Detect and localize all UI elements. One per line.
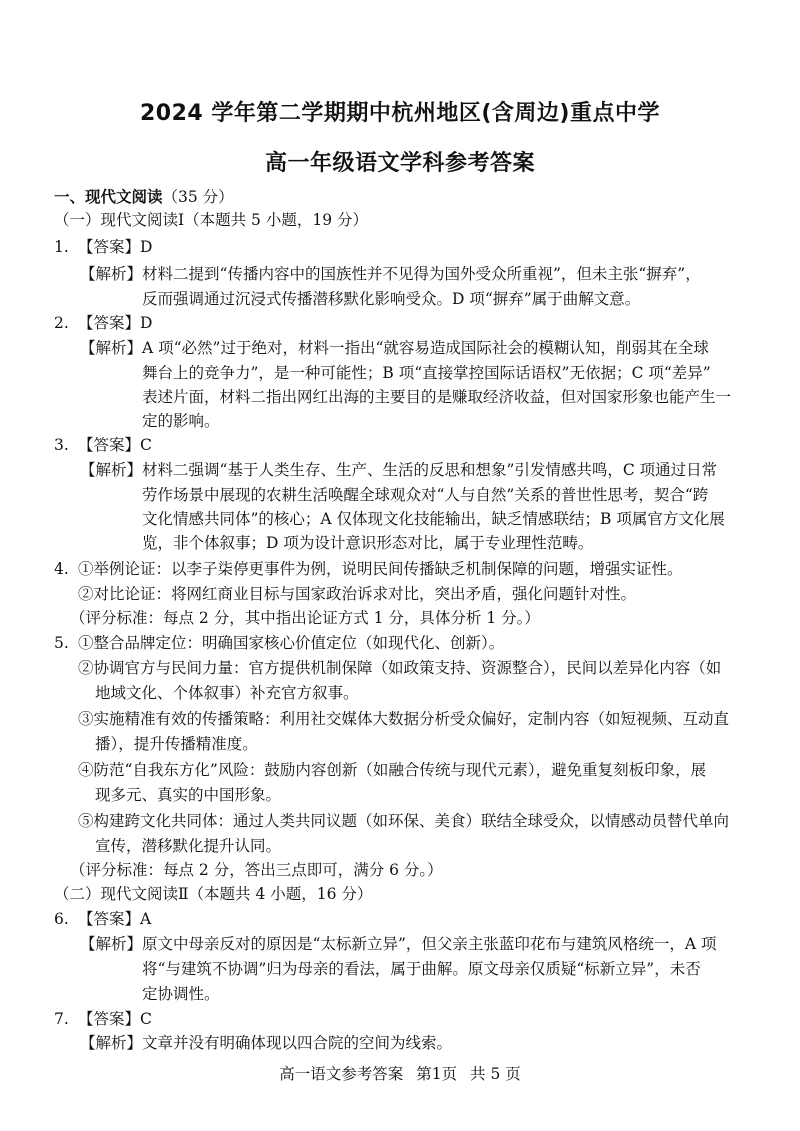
answer-text: ①整合品牌定位：明确国家核心价值定位（如现代化、创新）。 bbox=[78, 634, 505, 652]
analysis-text: 材料二提到“传播内容中的国族性并不见得为国外受众所重视”，但未主张“摒弃”， bbox=[142, 265, 701, 283]
answer-label: 【答案】 bbox=[78, 1010, 141, 1028]
question-5-line: ④防范“自我东方化”风险：鼓励内容创新（如融合传统与现代元素），避免重复刻板印象，展 bbox=[78, 761, 707, 779]
question-2-answer bbox=[54, 312, 152, 334]
answer-label: 【答案】 bbox=[78, 238, 141, 256]
document-title: 2024 学年第二学期期中杭州地区(含周边)重点中学 bbox=[139, 101, 660, 126]
analysis-label: 【解析】 bbox=[80, 339, 143, 357]
question-3-analysis-line bbox=[80, 459, 717, 481]
answer-text: ①举例论证：以李子柒停更事件为例，说明民间传播缺乏机制保障的问题，增强实证性。 bbox=[78, 560, 683, 578]
question-7-answer bbox=[54, 1008, 152, 1030]
question-number: 2. bbox=[54, 314, 69, 332]
question-number: 1. bbox=[54, 238, 69, 256]
analysis-label: 【解析】 bbox=[80, 935, 143, 953]
answer-label: 【答案】 bbox=[78, 910, 141, 928]
analysis-label: 【解析】 bbox=[80, 265, 143, 283]
question-number: 3. bbox=[54, 436, 69, 454]
question-5-line: 播），提升传播精准度。 bbox=[95, 735, 258, 753]
question-2-analysis-line: 舞台上的竞争力”，是一种可能性；B 项“直接掌控国际话语权”无依据；C 项“差异” bbox=[142, 364, 711, 382]
scoring-note: （评分标准：每点 2 分，其中指出论证方式 1 分，具体分析 1 分。） bbox=[70, 609, 540, 627]
section-heading-text: 一、现代文阅读 bbox=[54, 188, 163, 206]
question-5-line: ②协调官方与民间力量：官方提供机制保障（如政策支持、资源整合），民间以差异化内容（如 bbox=[78, 659, 722, 677]
analysis-text: 原文中母亲反对的原因是“太标新立异”，但父亲主张蓝印花布与建筑风格统一，A 项 bbox=[142, 935, 717, 953]
question-5-line bbox=[54, 632, 504, 654]
question-6-analysis-line bbox=[80, 933, 717, 955]
question-5-line: 地域文化、个体叙事）补充官方叙事。 bbox=[95, 684, 359, 702]
question-2-analysis-line bbox=[80, 337, 709, 359]
analysis-text: 文章并没有明确体现以四合院的空间为线索。 bbox=[142, 1034, 453, 1052]
question-6-analysis-line: 将“与建筑不协调”归为母亲的看法，属于曲解。原文母亲仅质疑“标新立异”，未否 bbox=[142, 960, 701, 978]
analysis-text: 材料二强调“基于人类生存、生产、生活的反思和想象”引发情感共鸣，C 项通过日常 bbox=[142, 461, 718, 479]
answer-value: D bbox=[140, 314, 153, 332]
question-4-line bbox=[54, 558, 683, 580]
footer-total-pages: 共 5 页 bbox=[470, 1065, 521, 1083]
question-3-analysis-line: 文化情感共同体”的核心；A 仅体现文化技能输出，缺乏情感联结；B 项属官方文化展 bbox=[142, 510, 725, 528]
question-5-line: 宣传，潜移默化提升认同。 bbox=[95, 837, 282, 855]
footer-page-number: 第1页 bbox=[416, 1065, 458, 1083]
question-7-analysis-line bbox=[80, 1032, 452, 1054]
question-3-analysis-line: 览，非个体叙事；D 项为设计意识形态对比，属于专业理性范畴。 bbox=[142, 534, 594, 552]
page-footer bbox=[0, 1062, 800, 1084]
question-5-line: ③实施精准有效的传播策略：利用社交媒体大数据分析受众偏好，定制内容（如短视频、互动直 bbox=[78, 710, 730, 728]
question-1-analysis-line: 反而强调通过沉浸式传播潜移默化影响受众。D 项“摒弃”属于曲解文意。 bbox=[142, 290, 641, 308]
answer-value: C bbox=[140, 1010, 152, 1028]
question-number: 5. bbox=[54, 634, 69, 652]
question-1-answer bbox=[54, 236, 152, 258]
analysis-label: 【解析】 bbox=[80, 1034, 143, 1052]
analysis-text: A 项“必然”过于绝对，材料一指出“就容易造成国际社会的模糊认知，削弱其在全球 bbox=[142, 339, 709, 357]
scoring-note: （评分标准：每点 2 分，答出三点即可，满分 6 分。） bbox=[70, 861, 443, 879]
question-3-answer bbox=[54, 434, 152, 456]
question-2-analysis-line: 定的影响。 bbox=[142, 412, 220, 430]
question-2-analysis-line: 表述片面，材料二指出网红出海的主要目的是赚取经济收益，但对国家形象也能产生一 bbox=[142, 388, 732, 406]
answer-value: D bbox=[140, 238, 153, 256]
answer-value: A bbox=[140, 910, 152, 928]
footer-subject: 高一语文参考答案 bbox=[279, 1065, 404, 1083]
answer-label: 【答案】 bbox=[78, 436, 141, 454]
question-number: 4. bbox=[54, 560, 69, 578]
part-heading-2: （二）现代文阅读Ⅱ（本题共 4 小题，16 分） bbox=[54, 885, 373, 903]
question-5-line: ⑤构建跨文化共同体：通过人类共同议题（如环保、美食）联结全球受众，以情感动员替代单向 bbox=[78, 812, 730, 830]
question-3-analysis-line: 劳作场景中展现的农耕生活唤醒全球观众对“人与自然”关系的普世性思考，契合“跨 bbox=[142, 486, 709, 504]
question-5-line: 现多元、真实的中国形象。 bbox=[95, 786, 282, 804]
question-number: 7. bbox=[54, 1010, 69, 1028]
part-heading-1: （一）现代文阅读Ⅰ（本题共 5 小题，19 分） bbox=[54, 211, 368, 229]
answer-label: 【答案】 bbox=[78, 314, 141, 332]
answer-value: C bbox=[140, 436, 152, 454]
section-heading bbox=[54, 186, 234, 208]
question-number: 6. bbox=[54, 910, 69, 928]
analysis-label: 【解析】 bbox=[80, 461, 143, 479]
question-4-line: ②对比论证：将网红商业目标与国家政治诉求对比，突出矛盾，强化问题针对性。 bbox=[78, 585, 637, 603]
question-6-answer bbox=[54, 908, 151, 930]
question-1-analysis-line bbox=[80, 263, 701, 285]
document-subtitle: 高一年级语文学科参考答案 bbox=[264, 151, 535, 176]
section-heading-score: （35 分） bbox=[162, 188, 234, 206]
question-6-analysis-line: 定协调性。 bbox=[142, 985, 220, 1003]
